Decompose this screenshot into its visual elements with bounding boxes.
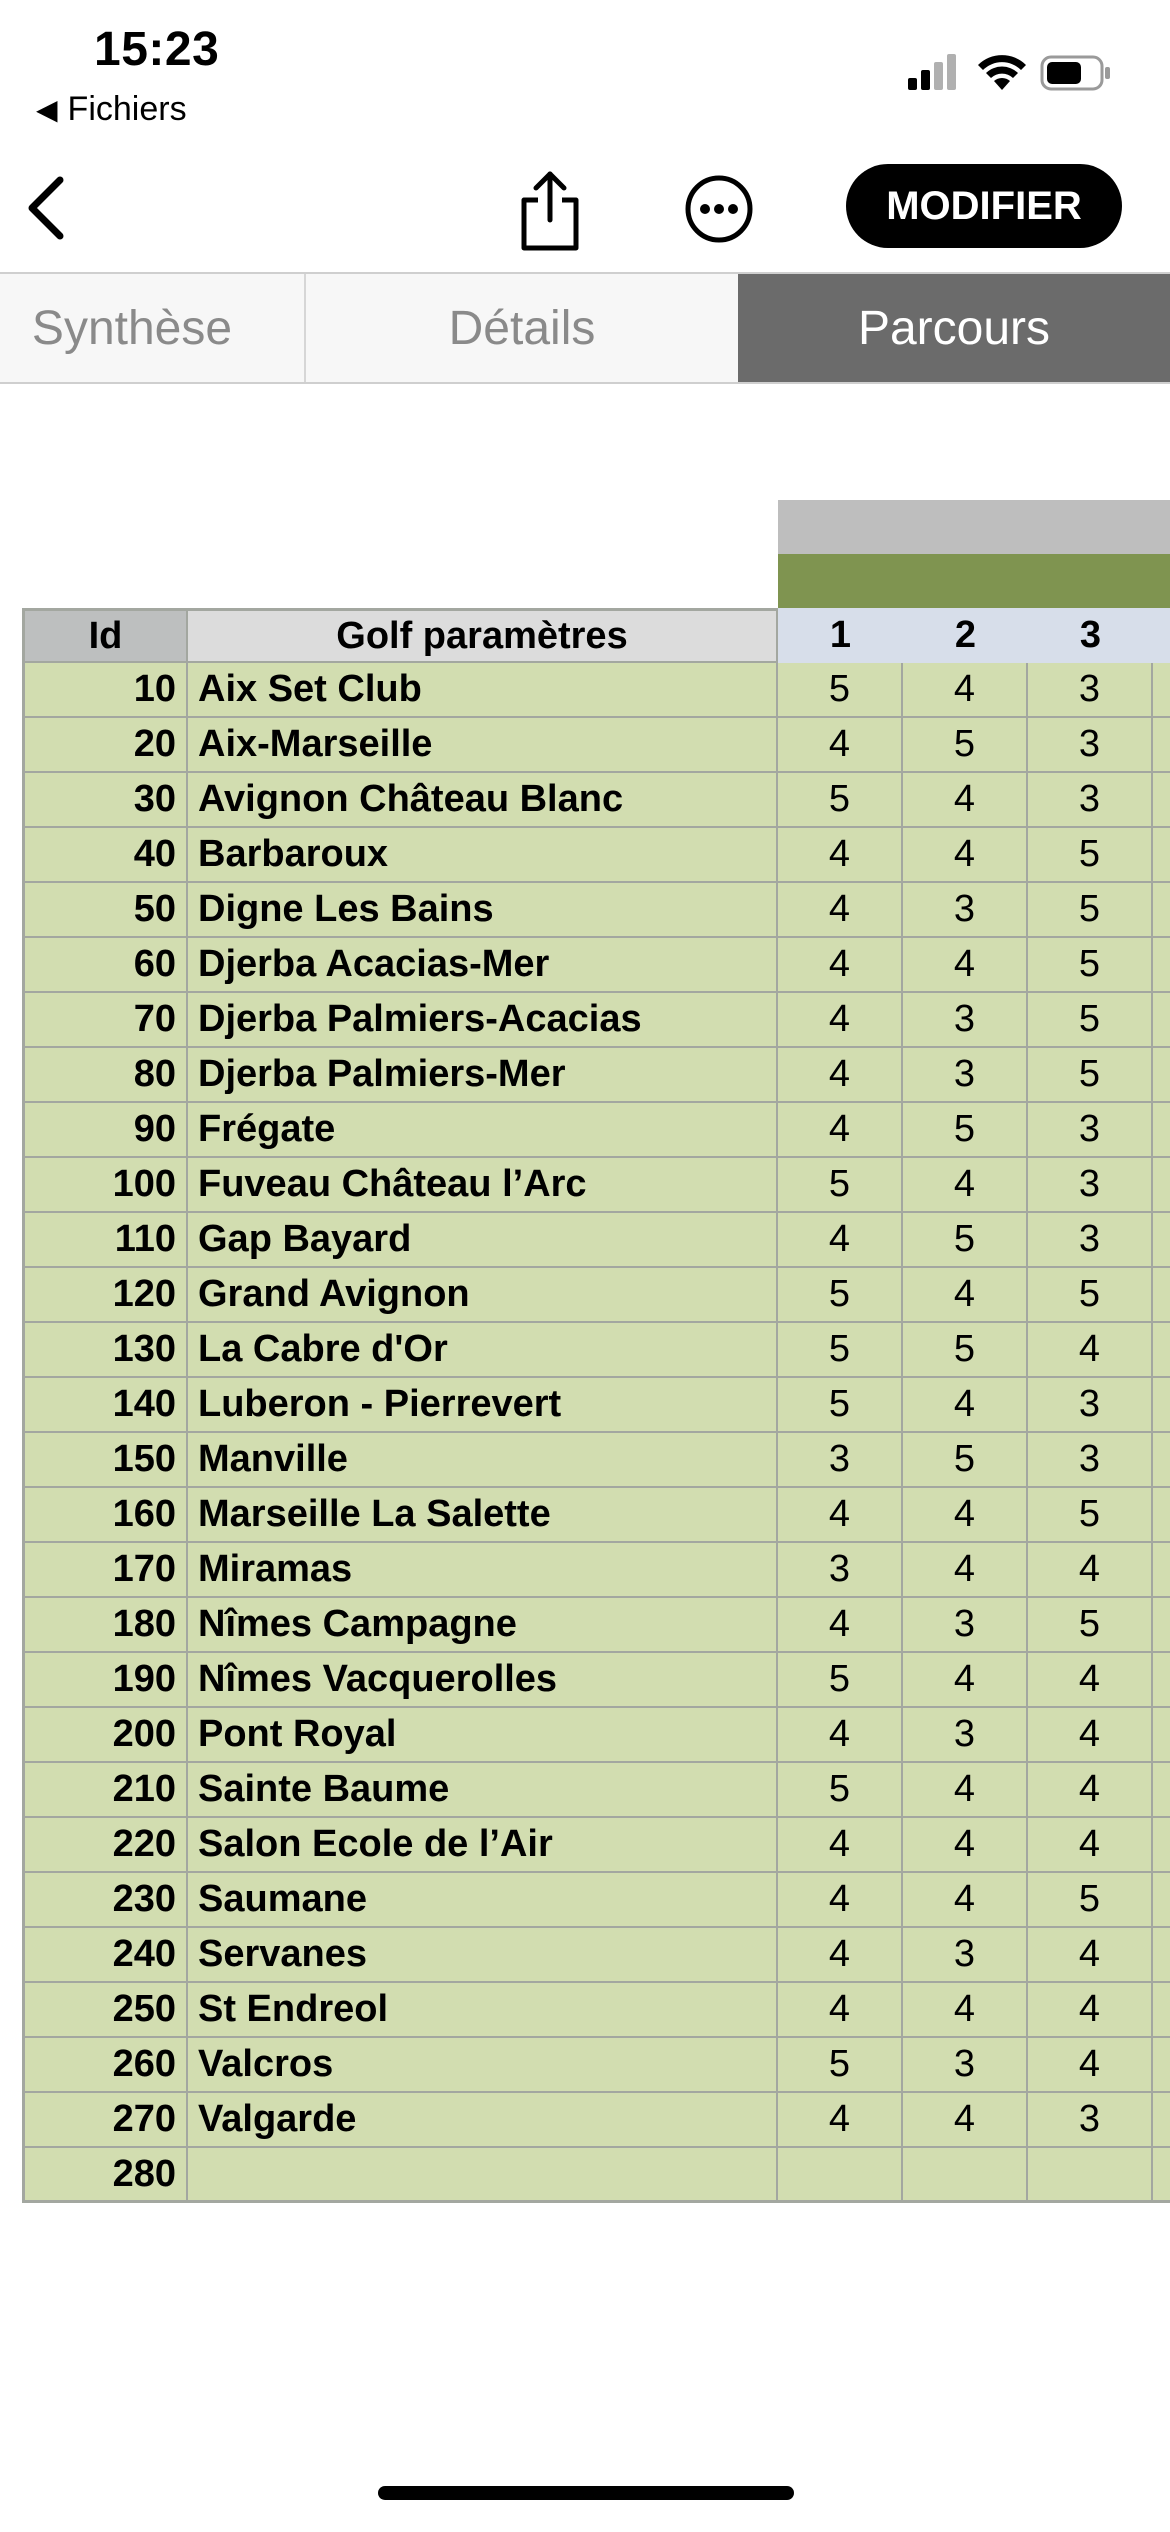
cell-id[interactable]: 230 — [22, 1873, 188, 1928]
cell-hole-2[interactable]: 4 — [903, 938, 1028, 993]
cell-id[interactable]: 220 — [22, 1818, 188, 1873]
more-options-icon[interactable] — [684, 174, 754, 244]
back-to-app-link[interactable] — [36, 90, 187, 129]
cell-hole-4-partial[interactable] — [1153, 883, 1170, 938]
home-indicator — [378, 2486, 794, 2500]
cell-id[interactable]: 60 — [22, 938, 188, 993]
modify-button[interactable]: MODIFIER — [846, 164, 1122, 248]
table-row — [22, 828, 1170, 883]
cell-golf-name[interactable]: Valgarde — [188, 2093, 778, 2148]
cell-id[interactable]: 240 — [22, 1928, 188, 1983]
header-hole-1[interactable]: 1 — [778, 608, 903, 663]
cell-hole-3[interactable]: 5 — [1028, 938, 1153, 993]
cell-id[interactable]: 270 — [22, 2093, 188, 2148]
cell-id[interactable]: 170 — [22, 1543, 188, 1598]
cell-golf-name[interactable]: Servanes — [188, 1928, 778, 1983]
cell-hole-1[interactable]: 4 — [778, 1048, 903, 1103]
cell-hole-2[interactable]: 3 — [903, 2038, 1028, 2093]
cell-id[interactable]: 180 — [22, 1598, 188, 1653]
cell-hole-3[interactable]: 5 — [1028, 993, 1153, 1048]
share-icon[interactable] — [512, 168, 588, 252]
cell-hole-2[interactable]: 3 — [903, 1598, 1028, 1653]
cell-hole-2[interactable]: 5 — [903, 718, 1028, 773]
cell-hole-4-partial[interactable] — [1153, 1323, 1170, 1378]
cell-hole-1[interactable]: 5 — [778, 1323, 903, 1378]
cell-hole-2[interactable]: 4 — [903, 1983, 1028, 2038]
cell-hole-4-partial[interactable] — [1153, 1763, 1170, 1818]
cell-hole-4-partial[interactable] — [1153, 1543, 1170, 1598]
header-hole-4-partial[interactable] — [1153, 608, 1170, 663]
table-row — [22, 883, 1170, 938]
table-row — [22, 663, 1170, 718]
cell-golf-name[interactable]: Luberon - Pierrevert — [188, 1378, 778, 1433]
cell-hole-4-partial[interactable] — [1153, 1653, 1170, 1708]
header-band-grey — [778, 500, 1170, 554]
cell-id[interactable]: 40 — [22, 828, 188, 883]
cell-hole-3[interactable]: 4 — [1028, 1928, 1153, 1983]
table-row — [22, 718, 1170, 773]
cell-hole-4-partial[interactable] — [1153, 1818, 1170, 1873]
cell-id[interactable]: 200 — [22, 1708, 188, 1763]
cell-hole-2[interactable]: 4 — [903, 1268, 1028, 1323]
cell-hole-3[interactable]: 3 — [1028, 718, 1153, 773]
cell-id[interactable]: 70 — [22, 993, 188, 1048]
cell-hole-1[interactable]: 4 — [778, 828, 903, 883]
cell-hole-4-partial[interactable] — [1153, 1048, 1170, 1103]
cell-golf-name[interactable]: Frégate — [188, 1103, 778, 1158]
cell-hole-4-partial[interactable] — [1153, 1928, 1170, 1983]
cell-hole-2[interactable]: 4 — [903, 2093, 1028, 2148]
cell-hole-2[interactable]: 5 — [903, 1213, 1028, 1268]
cell-golf-name[interactable]: Marseille La Salette — [188, 1488, 778, 1543]
cell-hole-3[interactable]: 3 — [1028, 663, 1153, 718]
header-golf-parametres[interactable]: Golf paramètres — [188, 608, 778, 663]
back-triangle-icon: ◀ — [36, 94, 58, 125]
cell-hole-4-partial[interactable] — [1153, 663, 1170, 718]
cell-hole-3[interactable] — [1028, 2148, 1153, 2203]
cell-hole-1[interactable]: 4 — [778, 1928, 903, 1983]
cell-hole-2[interactable]: 4 — [903, 1763, 1028, 1818]
cell-hole-4-partial[interactable] — [1153, 718, 1170, 773]
cell-id[interactable]: 20 — [22, 718, 188, 773]
table-row — [22, 1268, 1170, 1323]
cell-golf-name[interactable] — [188, 2148, 778, 2203]
cell-hole-4-partial[interactable] — [1153, 1213, 1170, 1268]
cell-hole-2[interactable]: 5 — [903, 1103, 1028, 1158]
cell-hole-3[interactable]: 3 — [1028, 2093, 1153, 2148]
cell-hole-2[interactable]: 4 — [903, 1158, 1028, 1213]
table-row — [22, 1928, 1170, 1983]
cell-golf-name[interactable]: Avignon Château Blanc — [188, 773, 778, 828]
cell-golf-name[interactable]: St Endreol — [188, 1983, 778, 2038]
cell-hole-1[interactable]: 4 — [778, 2093, 903, 2148]
table-row — [22, 1103, 1170, 1158]
table-row — [22, 1708, 1170, 1763]
cell-hole-1[interactable]: 5 — [778, 1268, 903, 1323]
cell-hole-1[interactable]: 4 — [778, 883, 903, 938]
cell-hole-2[interactable]: 3 — [903, 883, 1028, 938]
cell-id[interactable]: 90 — [22, 1103, 188, 1158]
golf-table[interactable] — [22, 608, 1170, 2203]
cell-hole-2[interactable] — [903, 2148, 1028, 2203]
cell-hole-4-partial[interactable] — [1153, 1378, 1170, 1433]
tab-details[interactable]: Détails — [306, 274, 738, 382]
cell-hole-3[interactable]: 3 — [1028, 1378, 1153, 1433]
cell-hole-4-partial[interactable] — [1153, 1158, 1170, 1213]
cell-golf-name[interactable]: Miramas — [188, 1543, 778, 1598]
cell-hole-1[interactable]: 4 — [778, 1708, 903, 1763]
cell-hole-4-partial[interactable] — [1153, 993, 1170, 1048]
cell-hole-1[interactable]: 4 — [778, 1818, 903, 1873]
cell-hole-1[interactable]: 4 — [778, 1983, 903, 2038]
cell-hole-1[interactable]: 5 — [778, 1653, 903, 1708]
table-row — [22, 1653, 1170, 1708]
cell-hole-3[interactable]: 4 — [1028, 1983, 1153, 2038]
header-band-green — [778, 554, 1170, 608]
cell-hole-1[interactable]: 5 — [778, 773, 903, 828]
cell-golf-name[interactable]: Aix Set Club — [188, 663, 778, 718]
cell-hole-4-partial[interactable] — [1153, 2148, 1170, 2203]
cell-hole-3[interactable]: 4 — [1028, 1653, 1153, 1708]
table-row — [22, 2038, 1170, 2093]
cell-hole-3[interactable]: 5 — [1028, 1048, 1153, 1103]
cell-id[interactable]: 30 — [22, 773, 188, 828]
cell-hole-2[interactable]: 4 — [903, 1653, 1028, 1708]
cell-golf-name[interactable]: Digne Les Bains — [188, 883, 778, 938]
table-row — [22, 1873, 1170, 1928]
battery-icon — [1040, 54, 1112, 92]
table-row — [22, 1048, 1170, 1103]
table-row — [22, 1598, 1170, 1653]
table-row — [22, 2093, 1170, 2148]
cell-id[interactable]: 50 — [22, 883, 188, 938]
cell-hole-2[interactable]: 3 — [903, 1928, 1028, 1983]
table-body — [22, 663, 1170, 2203]
cellular-signal-icon — [906, 52, 958, 92]
cell-hole-3[interactable]: 3 — [1028, 1158, 1153, 1213]
cell-id[interactable]: 140 — [22, 1378, 188, 1433]
back-chevron-icon[interactable] — [20, 172, 72, 244]
cell-hole-2[interactable]: 4 — [903, 1873, 1028, 1928]
cell-hole-2[interactable]: 3 — [903, 1048, 1028, 1103]
table-row — [22, 1378, 1170, 1433]
cell-hole-4-partial[interactable] — [1153, 2093, 1170, 2148]
cell-hole-2[interactable]: 5 — [903, 1433, 1028, 1488]
table-row — [22, 1488, 1170, 1543]
cell-id[interactable]: 10 — [22, 663, 188, 718]
cell-id[interactable]: 160 — [22, 1488, 188, 1543]
cell-hole-1[interactable]: 5 — [778, 1763, 903, 1818]
cell-hole-2[interactable]: 3 — [903, 993, 1028, 1048]
cell-hole-1[interactable] — [778, 2148, 903, 2203]
cell-hole-3[interactable]: 3 — [1028, 1213, 1153, 1268]
cell-id[interactable]: 120 — [22, 1268, 188, 1323]
cell-hole-3[interactable]: 3 — [1028, 1433, 1153, 1488]
cell-hole-2[interactable]: 5 — [903, 1323, 1028, 1378]
cell-golf-name[interactable]: Nîmes Vacquerolles — [188, 1653, 778, 1708]
cell-id[interactable]: 210 — [22, 1763, 188, 1818]
sheet-tabs — [0, 272, 1170, 384]
cell-hole-3[interactable]: 3 — [1028, 1103, 1153, 1158]
cell-id[interactable]: 80 — [22, 1048, 188, 1103]
header-hole-3[interactable]: 3 — [1028, 608, 1153, 663]
cell-hole-1[interactable]: 4 — [778, 1598, 903, 1653]
cell-hole-1[interactable]: 5 — [778, 663, 903, 718]
table-row — [22, 1323, 1170, 1378]
cell-id[interactable]: 280 — [22, 2148, 188, 2203]
cell-hole-4-partial[interactable] — [1153, 1103, 1170, 1158]
cell-hole-1[interactable]: 3 — [778, 1433, 903, 1488]
cell-id[interactable]: 130 — [22, 1323, 188, 1378]
cell-hole-1[interactable]: 4 — [778, 1488, 903, 1543]
cell-hole-2[interactable]: 4 — [903, 828, 1028, 883]
cell-hole-1[interactable]: 4 — [778, 1103, 903, 1158]
cell-hole-1[interactable]: 5 — [778, 2038, 903, 2093]
header-hole-2[interactable]: 2 — [903, 608, 1028, 663]
cell-hole-3[interactable]: 5 — [1028, 883, 1153, 938]
wifi-icon — [976, 52, 1028, 92]
cell-hole-3[interactable]: 5 — [1028, 1268, 1153, 1323]
cell-hole-3[interactable]: 3 — [1028, 773, 1153, 828]
cell-hole-4-partial[interactable] — [1153, 2038, 1170, 2093]
table-row — [22, 1543, 1170, 1598]
cell-hole-4-partial[interactable] — [1153, 1983, 1170, 2038]
table-row — [22, 1818, 1170, 1873]
cell-id[interactable]: 110 — [22, 1213, 188, 1268]
cell-golf-name[interactable]: Salon Ecole de l’Air — [188, 1818, 778, 1873]
cell-hole-3[interactable]: 4 — [1028, 1323, 1153, 1378]
cell-hole-3[interactable]: 5 — [1028, 1488, 1153, 1543]
cell-hole-3[interactable]: 4 — [1028, 1818, 1153, 1873]
table-row — [22, 1763, 1170, 1818]
cell-hole-3[interactable]: 5 — [1028, 1598, 1153, 1653]
cell-hole-2[interactable]: 4 — [903, 1818, 1028, 1873]
cell-hole-4-partial[interactable] — [1153, 1488, 1170, 1543]
cell-golf-name[interactable]: Manville — [188, 1433, 778, 1488]
cell-hole-4-partial[interactable] — [1153, 1873, 1170, 1928]
cell-hole-4-partial[interactable] — [1153, 1433, 1170, 1488]
cell-hole-1[interactable]: 4 — [778, 993, 903, 1048]
cell-hole-1[interactable]: 5 — [778, 1158, 903, 1213]
cell-golf-name[interactable]: Djerba Acacias-Mer — [188, 938, 778, 993]
back-app-label: Fichiers — [67, 90, 187, 128]
table-row — [22, 1433, 1170, 1488]
cell-hole-1[interactable]: 4 — [778, 718, 903, 773]
cell-golf-name[interactable]: Djerba Palmiers-Mer — [188, 1048, 778, 1103]
cell-id[interactable]: 250 — [22, 1983, 188, 2038]
cell-golf-name[interactable]: Nîmes Campagne — [188, 1598, 778, 1653]
cell-id[interactable]: 190 — [22, 1653, 188, 1708]
cell-hole-2[interactable]: 3 — [903, 1708, 1028, 1763]
cell-golf-name[interactable]: Saumane — [188, 1873, 778, 1928]
cell-hole-2[interactable]: 4 — [903, 773, 1028, 828]
table-row — [22, 938, 1170, 993]
cell-hole-1[interactable]: 4 — [778, 1873, 903, 1928]
cell-hole-3[interactable]: 5 — [1028, 828, 1153, 883]
cell-golf-name[interactable]: Barbaroux — [188, 828, 778, 883]
tab-parcours[interactable]: Parcours — [738, 274, 1170, 382]
cell-hole-3[interactable]: 4 — [1028, 2038, 1153, 2093]
cell-hole-2[interactable]: 4 — [903, 1543, 1028, 1598]
cell-hole-4-partial[interactable] — [1153, 773, 1170, 828]
cell-hole-3[interactable]: 5 — [1028, 1873, 1153, 1928]
cell-golf-name[interactable]: Valcros — [188, 2038, 778, 2093]
cell-hole-3[interactable]: 4 — [1028, 1763, 1153, 1818]
cell-golf-name[interactable]: La Cabre d'Or — [188, 1323, 778, 1378]
cell-golf-name[interactable]: Sainte Baume — [188, 1763, 778, 1818]
table-row — [22, 1213, 1170, 1268]
cell-hole-1[interactable]: 5 — [778, 1378, 903, 1433]
table-row — [22, 773, 1170, 828]
cell-hole-2[interactable]: 4 — [903, 1378, 1028, 1433]
table-row — [22, 2148, 1170, 2203]
cell-hole-1[interactable]: 4 — [778, 1213, 903, 1268]
table-row — [22, 993, 1170, 1048]
cell-golf-name[interactable]: Pont Royal — [188, 1708, 778, 1763]
cell-golf-name[interactable]: Djerba Palmiers-Acacias — [188, 993, 778, 1048]
cell-hole-4-partial[interactable] — [1153, 828, 1170, 883]
cell-golf-name[interactable]: Aix-Marseille — [188, 718, 778, 773]
cell-hole-2[interactable]: 4 — [903, 1488, 1028, 1543]
cell-id[interactable]: 150 — [22, 1433, 188, 1488]
cell-hole-1[interactable]: 4 — [778, 938, 903, 993]
cell-hole-1[interactable]: 3 — [778, 1543, 903, 1598]
cell-id[interactable]: 100 — [22, 1158, 188, 1213]
cell-golf-name[interactable]: Fuveau Château l’Arc — [188, 1158, 778, 1213]
cell-hole-4-partial[interactable] — [1153, 1268, 1170, 1323]
cell-hole-4-partial[interactable] — [1153, 1708, 1170, 1763]
table-row — [22, 1158, 1170, 1213]
cell-golf-name[interactable]: Grand Avignon — [188, 1268, 778, 1323]
cell-golf-name[interactable]: Gap Bayard — [188, 1213, 778, 1268]
cell-hole-3[interactable]: 4 — [1028, 1543, 1153, 1598]
table-row — [22, 1983, 1170, 2038]
table-header-row — [22, 608, 1170, 663]
header-id[interactable]: Id — [22, 608, 188, 663]
cell-hole-4-partial[interactable] — [1153, 1598, 1170, 1653]
cell-id[interactable]: 260 — [22, 2038, 188, 2093]
cell-hole-2[interactable]: 4 — [903, 663, 1028, 718]
cell-hole-3[interactable]: 4 — [1028, 1708, 1153, 1763]
tab-synthese[interactable]: Synthèse — [0, 274, 306, 382]
status-time: 15:23 — [94, 23, 220, 76]
cell-hole-4-partial[interactable] — [1153, 938, 1170, 993]
